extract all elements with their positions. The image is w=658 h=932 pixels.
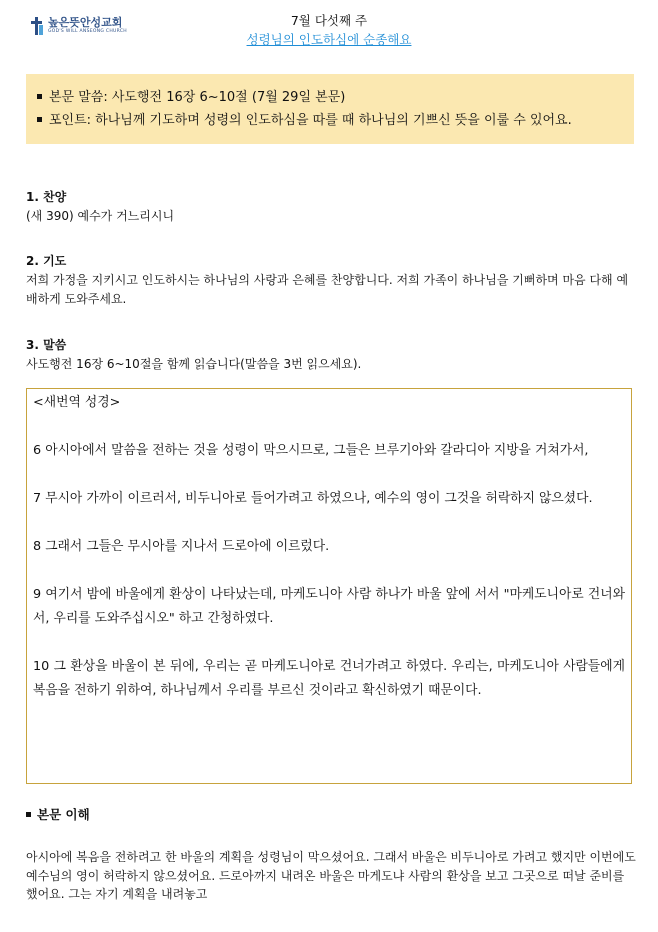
summary-box: [26, 74, 634, 144]
understanding-heading: 본문 이해: [37, 807, 90, 822]
week-label: 7월 다섯째 주: [290, 13, 368, 28]
section-word: [26, 336, 636, 374]
section-heading: 2. 기도: [26, 254, 67, 268]
summary-item: [34, 86, 626, 109]
bullet-icon: [26, 812, 31, 817]
bible-passage-box: [26, 388, 632, 784]
logo-name: 높은뜻안성교회: [48, 16, 123, 29]
bullet-icon: [37, 94, 42, 99]
section-praise: [26, 188, 636, 226]
bible-verse: 6 아시아에서 말씀을 전하는 것을 성령이 막으시므로, 그들은 브루기아와 갈라디아 지방을 거쳐가서,: [33, 443, 589, 458]
logo-subtitle: GOD'S WILL ANSEONG CHURCH: [48, 29, 127, 34]
section-text: 사도행전 16장 6~10절을 함께 읽습니다(말씀을 3번 읽으세요).: [26, 357, 362, 371]
section-heading: 1. 찬양: [26, 190, 67, 204]
bible-verse: 7 무시아 가까이 이르러서, 비두니아로 들어가려고 하였으나, 예수의 영이 그것을 허락하지 않으셨다.: [33, 491, 593, 506]
summary-text: 본문 말씀: 사도행전 16장 6~10절 (7월 29일 본문): [49, 90, 346, 105]
page-title: 성령님의 인도하심에 순종해요: [246, 32, 412, 47]
section-text: (새 390) 예수가 거느리시니: [26, 209, 175, 223]
bible-verse: 8 그래서 그들은 무시아를 지나서 드로아에 이르렀다.: [33, 539, 330, 554]
summary-item: [34, 109, 626, 132]
section-prayer: [26, 252, 636, 309]
bible-verse: 10 그 환상을 바울이 본 뒤에, 우리는 곧 마케도니아로 건너가려고 하였다. 우리는, 마케도니아 사람들에게 복음을 전하기 위하여, 하나님께서 우리를 부르신 것이라고 확신하였기 때문이다.: [33, 659, 625, 698]
summary-text: 포인트: 하나님께 기도하며 성령의 인도하심을 따를 때 하나님의 기쁘신 뜻을 이룰 수 있어요.: [49, 113, 572, 128]
understanding-text: 아시아에 복음을 전하려고 한 바울의 계획을 성령님이 막으셨어요. 그래서 바울은 비두니아로 가려고 했지만 이번에도 예수님의 영이 허락하지 않으셨어요. 드로아까지 내려온 바울은 마게도냐 사람의 환상을 보고 그곳으로 떠날 준비를 했어요. 그는 자기 계획을 내려놓고: [26, 850, 636, 901]
bible-version-heading: <새번역 성경>: [33, 395, 121, 410]
understanding-heading-row: [26, 805, 90, 823]
understanding-body: [26, 848, 636, 904]
bullet-icon: [37, 117, 42, 122]
section-heading: 3. 말씀: [26, 338, 67, 352]
section-text: 저희 가정을 지키시고 인도하시는 하나님의 사랑과 은혜를 찬양합니다. 저희 가족이 하나님을 기뻐하며 마음 다해 예배하게 도와주세요.: [26, 273, 629, 306]
page-header: [0, 12, 658, 50]
bible-verse: 9 여기서 밤에 바울에게 환상이 나타났는데, 마케도니아 사람 하나가 바울 앞에 서서 "마케도니아로 건너와서, 우리를 도와주십시오" 하고 간청하였다.: [33, 587, 625, 626]
